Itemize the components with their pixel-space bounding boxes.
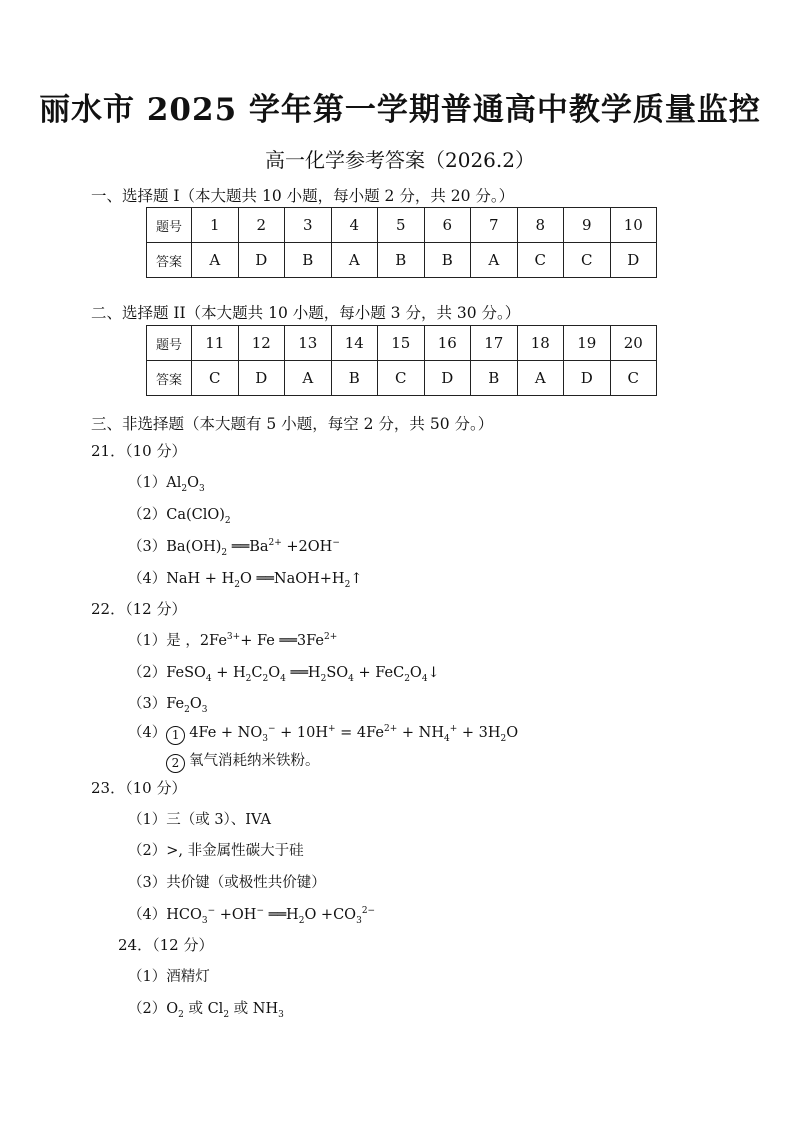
table-cell: A [471, 243, 518, 278]
table-cell: 7 [471, 208, 518, 243]
q22-line-3: $(3)Fe_2O_3$ [128, 696, 208, 715]
table-cell: 5 [378, 208, 425, 243]
table-cell: D [610, 243, 657, 278]
table-cell: 2 [238, 208, 285, 243]
table-row-answers [147, 361, 657, 396]
q22-line-2: （2）FeSO$_4$ + $H_2C_2O_4$ $══H_2SO_4$ + $FeC_2O_4↓$ [128, 665, 440, 684]
table-cell: D [238, 361, 285, 396]
line-text: （3）Fe [128, 696, 185, 712]
q21-line-2: $(2)Ca(ClO)_2$ [128, 507, 231, 526]
q21-line-3: $(3)Ba(OH)_2$ $══Ba^{2+} +2OH^-$ [128, 538, 340, 558]
q23-line-1: （1）三（或 3）、IVA [128, 812, 271, 828]
q23-line-2: （2）>, 非金属性碳大于硅 [128, 843, 304, 859]
line-prefix: （3） [128, 539, 167, 555]
table-cell: 4 [331, 208, 378, 243]
q23-heading: 23．（10 分） [91, 779, 187, 797]
line-text: 氧气消耗纳米铁粉。 [189, 753, 320, 769]
q22-line-1: （1）是 ，$2Fe^{3+}+ Fe$ $══3Fe^{2+}$ [128, 632, 338, 649]
table-cell: 19 [564, 326, 611, 361]
line-text: （1）是 ，2Fe [128, 633, 227, 649]
q21-heading: 21．（10 分） [91, 442, 187, 460]
table-cell: B [285, 243, 332, 278]
table-cell: 10 [610, 208, 657, 243]
q24-line-2: $(2)O_2$ 或 $Cl_2$ 或 $NH_3$ [128, 1001, 284, 1020]
table-cell: C [610, 361, 657, 396]
q22-heading: 22．（12 分） [91, 600, 187, 618]
table-row-answers [147, 243, 657, 278]
table-cell: D [564, 361, 611, 396]
line-text: （4）HCO [128, 907, 202, 923]
answer-table-2 [146, 325, 657, 396]
table-cell: A [517, 361, 564, 396]
q21-line-1: $(1)Al_2O_3$ [128, 475, 205, 494]
table-cell: 20 [610, 326, 657, 361]
q21-line-4: $(4)NaH + H_2O$ $══NaOH+H_2↑$ [128, 571, 363, 590]
row-label: 题号 [147, 208, 192, 243]
q24-heading: 24．（12 分） [118, 936, 214, 954]
line-text: （2）O [128, 1001, 179, 1017]
table-cell: A [285, 361, 332, 396]
q24-line-1: （1）酒精灯 [128, 969, 210, 985]
table-cell: A [331, 243, 378, 278]
q23-line-4: $(4)HCO_3^- +OH^-$ $══H_2O +CO_3^{2-}$ [128, 906, 376, 926]
table-cell: 3 [285, 208, 332, 243]
page-title: 丽水市 2025 学年第一学期普通高中教学质量监控 [39, 92, 761, 128]
table-cell: B [471, 361, 518, 396]
table-cell: C [517, 243, 564, 278]
table-cell: B [378, 243, 425, 278]
table-cell: 13 [285, 326, 332, 361]
answer-table-1 [146, 207, 657, 278]
table-cell: 14 [331, 326, 378, 361]
section3-heading: 三、非选择题（本大题有 5 小题，每空 2 分，共 50 分。） [91, 415, 494, 433]
table-row-numbers [147, 326, 657, 361]
circled-1-icon: 1 [166, 726, 185, 745]
table-cell: A [192, 243, 239, 278]
table-cell: B [424, 243, 471, 278]
row-label: 答案 [147, 361, 192, 396]
row-label: 题号 [147, 326, 192, 361]
line-prefix: （1） [128, 475, 167, 491]
table-cell: 8 [517, 208, 564, 243]
table-cell: 15 [378, 326, 425, 361]
q22-line-4b [166, 749, 320, 773]
table-cell: C [378, 361, 425, 396]
section1-heading: 一、选择题 I（本大题共 10 小题，每小题 2 分，共 20 分。） [91, 187, 515, 205]
table-cell: C [564, 243, 611, 278]
q23-line-3: （3）共价键（或极性共价键） [128, 875, 326, 891]
table-cell: C [192, 361, 239, 396]
table-cell: 6 [424, 208, 471, 243]
section2-heading: 二、选择题 II（本大题共 10 小题，每小题 3 分，共 30 分。） [91, 304, 521, 322]
table-cell: 12 [238, 326, 285, 361]
line-text: （2）Ca(ClO) [128, 507, 225, 523]
page-subtitle: 高一化学参考答案（2026.2） [265, 148, 535, 172]
table-row-numbers [147, 208, 657, 243]
table-cell: D [424, 361, 471, 396]
table-cell: 9 [564, 208, 611, 243]
circled-2-icon: 2 [166, 754, 185, 773]
table-cell: 17 [471, 326, 518, 361]
table-cell: 1 [192, 208, 239, 243]
table-cell: B [331, 361, 378, 396]
table-cell: 18 [517, 326, 564, 361]
row-label: 答案 [147, 243, 192, 278]
line-prefix: （4） [128, 725, 167, 741]
table-cell: 11 [192, 326, 239, 361]
table-cell: 16 [424, 326, 471, 361]
table-cell: D [238, 243, 285, 278]
q22-line-4: （4） 1 $4Fe + NO_3^- + 10H^+ = 4Fe^{2+} + NH_4^+ + 3H_2O$ [128, 724, 519, 744]
line-text: （4）NaH + H [128, 571, 235, 587]
